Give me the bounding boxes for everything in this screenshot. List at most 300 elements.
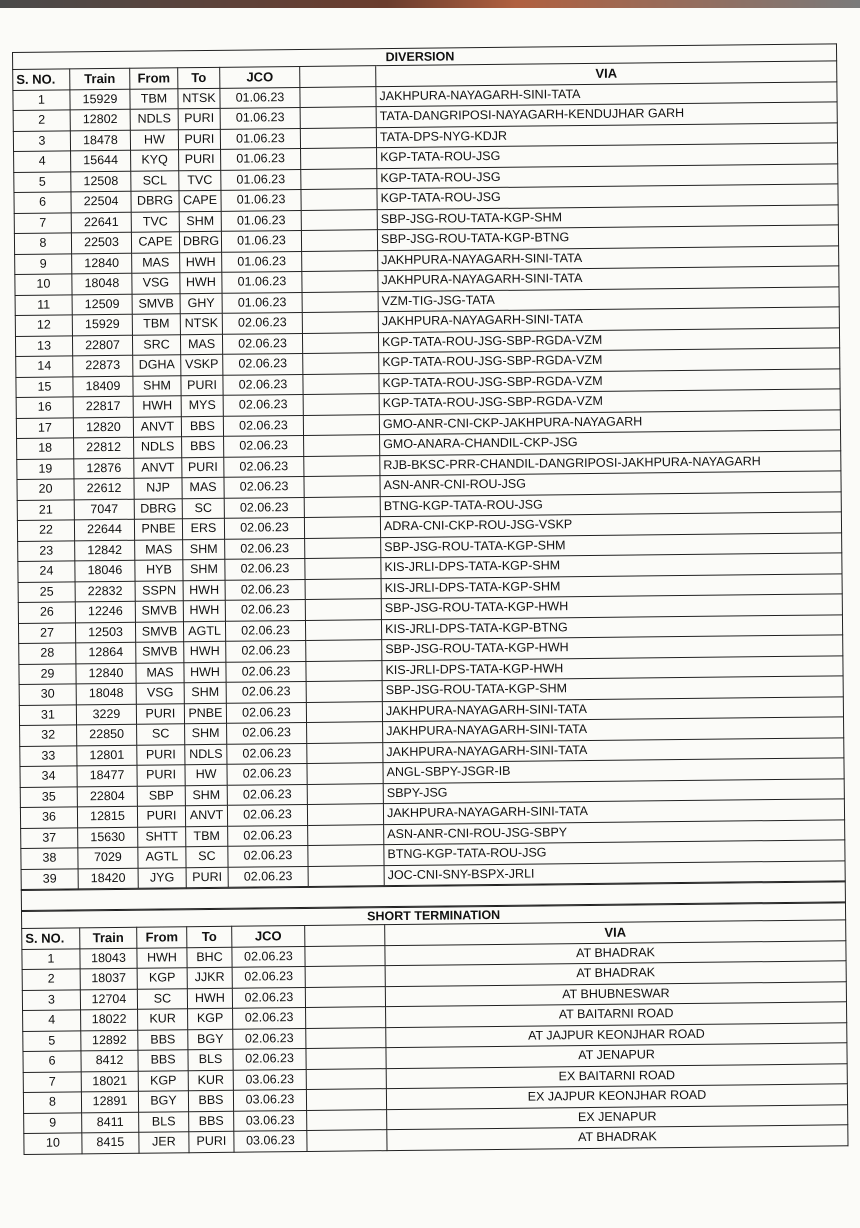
cell-jco: 03.06.23 [234,1110,307,1131]
cell-sno: 26 [18,602,75,623]
cell-blank [307,1109,387,1130]
cell-from: KGP [138,1070,188,1091]
cell-via: JAKHPURA-NAYAGARH-SINI-TATA [378,307,839,332]
cell-train: 18477 [77,765,137,786]
cell-via: JAKHPURA-NAYAGARH-SINI-TATA [378,266,839,291]
cell-train: 22850 [77,724,137,745]
cell-via: SBPY-JSG [383,778,844,803]
cell-jco: 02.06.23 [224,456,304,477]
cell-via: AT BAITARNI ROAD [386,1002,847,1027]
cell-sno: 9 [15,253,72,274]
cell-sno: 15 [16,376,73,397]
cell-train: 7029 [78,847,138,868]
cell-via: KGP-TATA-ROU-JSG [377,163,838,188]
cell-jco: 01.06.23 [220,107,300,128]
cell-to: KUR [188,1070,233,1091]
cell-blank [301,230,377,251]
cell-jco: 02.06.23 [225,558,305,579]
cell-sno: 36 [20,807,77,828]
cell-jco: 02.06.23 [224,435,304,456]
cell-blank [304,476,380,497]
cell-train: 12801 [77,745,137,766]
cell-blank [300,107,376,128]
st-header-via: VIA [385,920,846,945]
cell-sno: 24 [18,561,75,582]
cell-train: 18022 [81,1009,138,1030]
cell-blank [307,783,383,804]
cell-via: ASN-ANR-CNI-ROU-JSG [380,471,841,496]
cell-train: 12802 [70,109,130,130]
cell-from: PURI [137,806,185,827]
cell-from: SHM [133,375,181,396]
cell-to: HWH [180,252,222,273]
cell-train: 12876 [74,458,134,479]
cell-jco: 01.06.23 [221,169,301,190]
cell-train: 18046 [75,560,135,581]
cell-from: TBM [132,314,180,335]
cell-to: SC [186,846,228,867]
cell-to: HWH [183,600,225,621]
cell-blank [306,1007,386,1028]
cell-from: MAS [136,662,184,683]
cell-to: NDLS [185,744,227,765]
cell-to: NTSK [180,313,222,334]
cell-sno: 1 [22,948,80,969]
cell-jco: 01.06.23 [221,148,301,169]
cell-from: SSPN [135,580,183,601]
cell-blank [306,1068,386,1089]
cell-blank [307,763,383,784]
cell-train: 8415 [82,1132,139,1153]
cell-blank [307,742,383,763]
cell-to: TVC [179,170,221,191]
cell-blank [306,1048,386,1069]
cell-train: 12820 [73,417,133,438]
cell-train: 12815 [77,806,137,827]
cell-train: 12840 [76,663,136,684]
cell-via: JAKHPURA-NAYAGARH-SINI-TATA [376,81,837,106]
cell-from: NDLS [130,109,178,130]
cell-to: SHM [185,723,227,744]
cell-train: 18037 [80,968,137,989]
cell-sno: 6 [14,192,71,213]
cell-to: BGY [188,1029,233,1050]
cell-to: BBS [188,1090,233,1111]
cell-to: MAS [180,334,222,355]
cell-blank [308,824,384,845]
document-sheet [12,43,848,1218]
cell-to: PURI [178,129,220,150]
header-via: VIA [376,61,837,86]
cell-to: PURI [181,375,223,396]
cell-to: KGP [188,1008,233,1029]
cell-sno: 7 [14,212,71,233]
cell-blank [301,209,377,230]
cell-to: CAPE [179,190,221,211]
cell-sno: 29 [19,663,76,684]
cell-from: SC [137,724,185,745]
cell-to: HWH [183,580,225,601]
cell-to: JJKR [187,967,232,988]
cell-jco: 02.06.23 [227,804,307,825]
cell-train: 8412 [81,1050,138,1071]
cell-jco: 02.06.23 [228,845,308,866]
cell-from: TVC [131,211,179,232]
cell-jco: 02.06.23 [225,620,305,641]
cell-from: PURI [137,744,185,765]
cell-from: PNBE [134,519,182,540]
cell-via: VZM-TIG-JSG-TATA [378,286,839,311]
cell-to: BBS [181,416,223,437]
cell-blank [305,966,385,987]
cell-jco: 02.06.23 [232,966,305,987]
cell-from: BGY [138,1091,188,1112]
cell-blank [305,619,381,640]
cell-via: BTNG-KGP-TATA-ROU-JSG [384,840,845,865]
cell-sno: 25 [18,581,75,602]
cell-train: 12891 [81,1091,138,1112]
cell-jco: 02.06.23 [223,353,303,374]
cell-to: HW [185,764,227,785]
cell-blank [307,1130,387,1151]
cell-blank [308,845,384,866]
cell-blank [302,291,378,312]
cell-from: ANVT [133,416,181,437]
cell-train: 18043 [80,948,137,969]
cell-from: MAS [132,252,180,273]
cell-sno: 18 [17,438,74,459]
cell-sno: 33 [20,745,77,766]
cell-to: MAS [182,477,224,498]
cell-to: SHM [183,559,225,580]
cell-from: TBM [130,88,178,109]
cell-sno: 38 [21,848,78,869]
cell-jco: 01.06.23 [221,189,301,210]
cell-sno: 39 [21,868,78,889]
cell-from: SRC [132,334,180,355]
cell-sno: 4 [23,1010,81,1031]
cell-jco: 02.06.23 [224,497,304,518]
cell-train: 12508 [71,171,131,192]
cell-to: SHM [184,682,226,703]
st-header-from: From [137,927,187,948]
cell-via: SBP-JSG-ROU-TATA-KGP-SHM [377,204,838,229]
cell-train: 12503 [75,622,135,643]
cell-sno: 14 [16,356,73,377]
cell-sno: 5 [14,171,71,192]
cell-from: KUR [138,1009,188,1030]
cell-via: BTNG-KGP-TATA-ROU-JSG [380,491,841,516]
cell-sno: 27 [18,622,75,643]
cell-via: TATA-DANGRIPOSI-NAYAGARH-KENDUJHAR GARH [376,102,837,127]
cell-train: 22504 [71,191,131,212]
cell-blank [306,1027,386,1048]
cell-train: 12840 [72,253,132,274]
cell-blank [302,332,378,353]
cell-from: HW [130,129,178,150]
short-termination-title: SHORT TERMINATION [22,903,846,929]
cell-blank [305,945,385,966]
cell-sno: 3 [22,989,80,1010]
cell-via: AT BHADRAK [385,940,846,965]
cell-sno: 35 [20,786,77,807]
cell-via: KGP-TATA-ROU-JSG-SBP-RGDA-VZM [379,348,840,373]
cell-from: NJP [134,478,182,499]
cell-via: JAKHPURA-NAYAGARH-SINI-TATA [378,245,839,270]
cell-train: 18048 [76,683,136,704]
cell-via: EX JAJPUR KEONJHAR ROAD [386,1084,847,1109]
st-header-to: To [187,926,232,947]
cell-from: HWH [133,396,181,417]
cell-jco: 02.06.23 [226,702,306,723]
cell-from: SMVB [135,601,183,622]
cell-blank [305,537,381,558]
cell-via: GMO-ANARA-CHANDIL-CKP-JSG [380,430,841,455]
cell-sno: 16 [16,397,73,418]
cell-to: SC [182,498,224,519]
cell-from: SC [137,988,187,1009]
cell-from: BBS [138,1029,188,1050]
cell-via: SBP-JSG-ROU-TATA-KGP-SHM [381,532,842,557]
cell-from: HWH [137,947,187,968]
cell-to: MYS [181,395,223,416]
cell-from: SMVB [132,293,180,314]
cell-train: 22817 [73,396,133,417]
cell-to: AGTL [183,621,225,642]
cell-to: HWH [180,272,222,293]
cell-jco: 02.06.23 [223,374,303,395]
cell-to: HWH [187,988,232,1009]
cell-blank [305,986,385,1007]
cell-train: 18048 [72,273,132,294]
cell-from: VSG [132,273,180,294]
cell-jco: 03.06.23 [234,1130,307,1151]
cell-blank [302,250,378,271]
cell-via: KGP-TATA-ROU-JSG-SBP-RGDA-VZM [379,389,840,414]
cell-sno: 13 [15,335,72,356]
cell-to: PNBE [184,703,226,724]
cell-train: 12509 [72,294,132,315]
cell-via: JAKHPURA-NAYAGARH-SINI-TATA [383,737,844,762]
cell-via: EX JENAPUR [387,1104,848,1129]
cell-jco: 01.06.23 [220,87,300,108]
cell-via: AT BHADRAK [385,961,846,986]
diversion-title: DIVERSION [376,44,837,66]
cell-train: 22873 [73,355,133,376]
cell-jco: 02.06.23 [222,312,302,333]
cell-jco: 02.06.23 [223,415,303,436]
cell-train: 22832 [75,581,135,602]
cell-to: TBM [186,826,228,847]
cell-via: JAKHPURA-NAYAGARH-SINI-TATA [383,717,844,742]
cell-train: 22807 [72,335,132,356]
cell-train: 12864 [76,642,136,663]
cell-via: AT JAJPUR KEONJHAR ROAD [386,1022,847,1047]
cell-via: TATA-DPS-NYG-KDJR [376,122,837,147]
cell-jco: 03.06.23 [233,1089,306,1110]
cell-sno: 30 [19,684,76,705]
cell-blank [303,394,379,415]
cell-sno: 7 [23,1071,81,1092]
cell-jco: 02.06.23 [227,743,307,764]
cell-from: SMVB [135,621,183,642]
cell-jco: 02.06.23 [224,476,304,497]
cell-jco: 02.06.23 [226,661,306,682]
cell-via: AT BHADRAK [387,1125,848,1150]
cell-jco: 02.06.23 [225,538,305,559]
cell-from: ANVT [134,457,182,478]
cell-jco: 02.06.23 [227,763,307,784]
cell-blank [301,189,377,210]
cell-sno: 9 [24,1112,82,1133]
cell-jco: 02.06.23 [233,1048,306,1069]
cell-jco: 02.06.23 [228,866,308,887]
cell-from: MAS [135,539,183,560]
cell-blank [302,271,378,292]
cell-train: 22503 [71,232,131,253]
cell-sno: 5 [23,1030,81,1051]
cell-to: ERS [182,518,224,539]
cell-via: GMO-ANR-CNI-CKP-JAKHPURA-NAYAGARH [379,409,840,434]
cell-via: KIS-JRLI-DPS-TATA-KGP-BTNG [381,614,842,639]
cell-via: ASN-ANR-CNI-ROU-JSG-SBPY [384,819,845,844]
cell-sno: 32 [20,725,77,746]
cell-from: PURI [137,765,185,786]
cell-via: ANGL-SBPY-JSGR-IB [383,758,844,783]
short-termination-table [21,902,849,1154]
cell-blank [303,414,379,435]
cell-to: DBRG [179,231,221,252]
cell-sno: 10 [24,1133,82,1154]
cell-sno: 11 [15,294,72,315]
cell-blank [305,558,381,579]
cell-from: DBRG [134,498,182,519]
cell-from: SBP [137,785,185,806]
cell-via: AT BHUBNESWAR [385,981,846,1006]
cell-jco: 02.06.23 [233,1007,306,1028]
cell-jco: 02.06.23 [226,640,306,661]
cell-via: JOC-CNI-SNY-BSPX-JRLI [384,860,845,885]
cell-sno: 2 [13,110,70,131]
cell-train: 15929 [72,314,132,335]
cell-train: 18409 [73,376,133,397]
cell-train: 18420 [78,868,138,889]
cell-jco: 02.06.23 [225,599,305,620]
cell-sno: 10 [15,274,72,295]
cell-blank [301,168,377,189]
cell-from: DGHA [133,355,181,376]
cell-from: JYG [138,867,186,888]
cell-from: SMVB [136,642,184,663]
cell-to: BBS [189,1111,234,1132]
cell-jco: 02.06.23 [224,517,304,538]
cell-train: 12842 [75,540,135,561]
cell-train: 7047 [74,499,134,520]
cell-train: 22812 [74,437,134,458]
cell-train: 12704 [80,989,137,1010]
cell-blank [305,599,381,620]
cell-jco: 02.06.23 [233,1028,306,1049]
cell-jco: 02.06.23 [222,333,302,354]
cell-via: SBP-JSG-ROU-TATA-KGP-HWH [381,594,842,619]
diversion-table [12,43,846,890]
cell-to: GHY [180,293,222,314]
cell-sno: 23 [18,540,75,561]
cell-jco: 02.06.23 [232,987,305,1008]
cell-jco: 03.06.23 [233,1069,306,1090]
cell-from: PURI [136,703,184,724]
cell-jco: 02.06.23 [227,722,307,743]
cell-via: SBP-JSG-ROU-TATA-KGP-BTNG [377,225,838,250]
cell-sno: 3 [13,130,70,151]
cell-sno: 4 [14,151,71,172]
cell-to: PURI [189,1131,234,1152]
cell-blank [300,86,376,107]
cell-via: KIS-JRLI-DPS-TATA-KGP-HWH [382,655,843,680]
cell-jco: 02.06.23 [226,681,306,702]
cell-via: KIS-JRLI-DPS-TATA-KGP-SHM [381,553,842,578]
cell-from: KYQ [131,150,179,171]
cell-to: PURI [179,149,221,170]
cell-to: PURI [186,867,228,888]
cell-sno: 22 [17,520,74,541]
cell-blank [303,373,379,394]
header-to: To [178,67,220,88]
st-header-blank [305,925,385,946]
cell-jco: 02.06.23 [228,825,308,846]
cell-jco: 01.06.23 [221,230,301,251]
cell-sno: 2 [22,969,80,990]
cell-from: VSG [136,683,184,704]
cell-to: SHM [183,539,225,560]
cell-from: BLS [139,1111,189,1132]
cell-train: 8411 [82,1112,139,1133]
cell-jco: 02.06.23 [227,784,307,805]
cell-train: 22641 [71,212,131,233]
cell-blank [307,722,383,743]
cell-to: BLS [188,1049,233,1070]
cell-via: SBP-JSG-ROU-TATA-KGP-HWH [382,635,843,660]
cell-to: PURI [178,108,220,129]
cell-blank [306,640,382,661]
cell-train: 22612 [74,478,134,499]
cell-to: SHM [185,785,227,806]
cell-jco: 02.06.23 [223,394,303,415]
cell-from: CAPE [131,232,179,253]
cell-to: HWH [184,662,226,683]
cell-sno: 19 [17,458,74,479]
cell-blank [302,312,378,333]
cell-sno: 28 [19,643,76,664]
cell-to: VSKP [181,354,223,375]
cell-sno: 34 [20,766,77,787]
cell-train: 3229 [76,704,136,725]
cell-to: PURI [182,457,224,478]
cell-jco: 02.06.23 [225,579,305,600]
cell-sno: 8 [14,233,71,254]
cell-blank [306,681,382,702]
cell-jco: 01.06.23 [222,271,302,292]
cell-to: SHM [179,211,221,232]
cell-train: 18478 [70,130,130,151]
header-jco: JCO [220,66,300,87]
cell-via: SBP-JSG-ROU-TATA-KGP-SHM [382,676,843,701]
cell-sno: 12 [15,315,72,336]
cell-jco: 01.06.23 [222,251,302,272]
cell-blank [308,865,384,886]
st-header-sno: S. NO. [22,928,80,949]
st-header-train: Train [80,927,137,948]
